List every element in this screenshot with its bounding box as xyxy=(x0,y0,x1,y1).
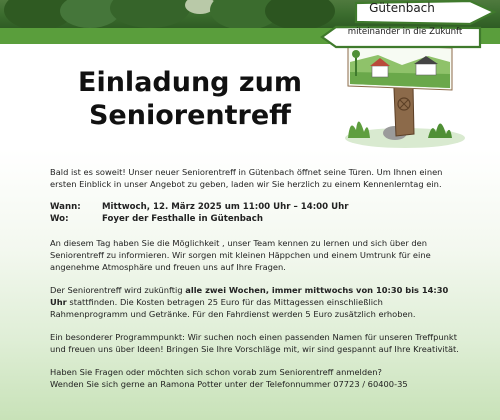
contact-paragraph xyxy=(50,366,460,390)
contact-line-2: Wenden Sie sich gerne an Ramona Potter unter der Telefonnummer 07723 / 60400-35 xyxy=(50,379,408,389)
sign-motto: miteinander in die Zukunft xyxy=(347,27,463,37)
schedule-highlight: alle zwei Wochen, immer mittwochs von 10:30 bis 14:30 Uhr xyxy=(50,285,449,307)
sign-place-name: Gütenbach xyxy=(369,1,435,15)
schedule-text-end: stattfinden. Die Kosten betragen 25 Euro für das Mittagessen einschließlich Rahmenprogramm und Getränke. Für den Fahrdienst werden 5 Euro zusätzlich erhoben. xyxy=(50,297,416,319)
where-label: Wo: xyxy=(50,214,69,224)
program-paragraph: An diesem Tag haben Sie die Möglichkeit , unser Team kennen zu lernen und sich über den Seniorentreff zu informieren. Wir sorgen mit kleinen Häppchen und einem Umtrunk für eine angenehme Atmosphäre und freuen uns auf Ihre Fragen. xyxy=(50,238,431,272)
signpost-illustration xyxy=(320,0,500,150)
contact-line-1: Haben Sie Fragen oder möchten sich schon vorab zum Seniorentreff anmelden? xyxy=(50,367,382,377)
when-value: Mittwoch, 12. März 2025 um 11:00 Uhr – 14:00 Uhr xyxy=(102,202,349,212)
schedule-paragraph xyxy=(50,284,460,320)
signpost-icon xyxy=(322,1,494,148)
schedule-text-start: Der Seniorentreff wird zukünftig xyxy=(50,285,186,295)
event-location-row xyxy=(50,213,460,225)
when-label: Wann: xyxy=(50,202,81,212)
title-line-2: Seniorentreff xyxy=(88,100,292,131)
where-value: Foyer der Festhalle in Gütenbach xyxy=(102,214,263,224)
naming-paragraph: Ein besonderer Programmpunkt: Wir suchen noch einen passenden Namen für unseren Treffpunkt und freuen uns über Ideen! Bringen Sie Ihre Vorschläge mit, wir sind gespannt auf Ihre Kreativität. xyxy=(50,332,459,354)
event-details xyxy=(50,201,460,225)
event-date-row xyxy=(50,201,460,213)
title-line-1: Einladung zum xyxy=(78,67,302,98)
page-title xyxy=(60,66,320,132)
intro-paragraph: Bald ist es soweit! Unser neuer Seniorentreff in Gütenbach öffnet seine Türen. Um Ihnen einen ersten Einblick in unser Angebot zu geben, laden wir Sie herzlich zu einem Kennenlerntag ein. xyxy=(50,167,443,189)
letter-body xyxy=(50,166,460,401)
